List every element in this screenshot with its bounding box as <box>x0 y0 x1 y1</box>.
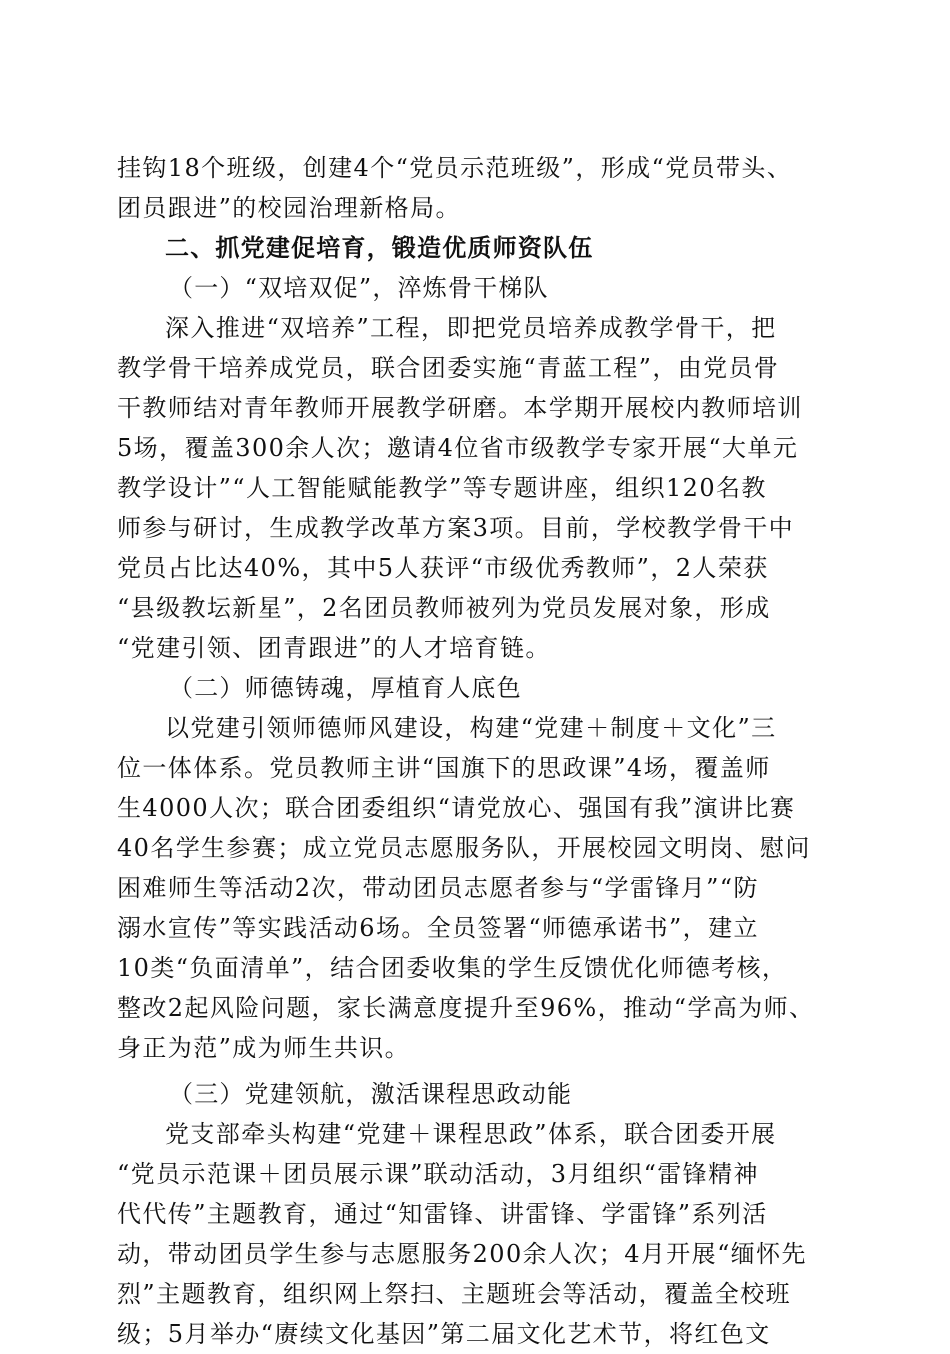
text-line: 教学骨干培养成党员，联合团委实施“青蓝工程”，由党员骨 <box>117 354 780 382</box>
text-line: 位一体体系。党员教师主讲“国旗下的思政课”4场，覆盖师 <box>117 754 771 782</box>
section-heading: 二、抓党建促培育，锻造优质师资队伍 <box>165 234 594 262</box>
text-line: 党员占比达40%，其中5人获评“市级优秀教师”，2人荣获 <box>117 554 769 582</box>
text-line: 40名学生参赛；成立党员志愿服务队，开展校园文明岗、慰问 <box>117 834 811 862</box>
text-line: 干教师结对青年教师开展教学研磨。本学期开展校内教师培训 <box>117 394 803 422</box>
text-line: 5场，覆盖300余人次；邀请4位省市级教学专家开展“大单元 <box>117 434 799 462</box>
text-line: 级；5月举办“赓续文化基因”第二届文化艺术节，将红色文 <box>117 1320 771 1348</box>
text-line: 动，带动团员学生参与志愿服务200余人次；4月开展“缅怀先 <box>117 1240 807 1268</box>
paragraph <box>117 708 837 1068</box>
paragraph <box>117 308 837 668</box>
document-body <box>117 148 837 1354</box>
text-line: 烈”主题教育，组织网上祭扫、主题班会等活动，覆盖全校班 <box>117 1280 792 1308</box>
text-line: 代代传”主题教育，通过“知雷锋、讲雷锋、学雷锋”系列活 <box>117 1200 768 1228</box>
text-line: 10类“负面清单”，结合团委收集的学生反馈优化师德考核， <box>117 954 788 982</box>
paragraph-intro <box>117 148 837 228</box>
text-line: 溺水宣传”等实践活动6场。全员签署“师德承诺书”，建立 <box>117 914 759 942</box>
text-line: “党建引领、团青跟进”的人才培育链。 <box>117 634 551 662</box>
text-line: 整改2起风险问题，家长满意度提升至96%，推动“学高为师、 <box>117 994 815 1022</box>
text-line: 教学设计”“人工智能赋能教学”等专题讲座，组织120名教 <box>117 474 767 502</box>
paragraph <box>117 1114 837 1354</box>
text-line: “党员示范课＋团员展示课”联动活动，3月组织“雷锋精神 <box>117 1160 759 1188</box>
text-line: 团员跟进”的校园治理新格局。 <box>117 194 461 222</box>
subsection-heading: （二）师德铸魂，厚植育人底色 <box>169 674 522 702</box>
text-line: 身正为范”成为师生共识。 <box>117 1034 411 1062</box>
subsection-heading: （一）“双培双促”，淬炼骨干梯队 <box>169 274 549 302</box>
text-line: “县级教坛新星”，2名团员教师被列为党员发展对象，形成 <box>117 594 771 622</box>
text-line: 以党建引领师德师风建设，构建“党建＋制度＋文化”三 <box>165 714 777 742</box>
text-line: 深入推进“双培养”工程，即把党员培养成教学骨干，把 <box>165 314 777 342</box>
text-line: 挂钩18个班级，创建4个“党员示范班级”，形成“党员带头、 <box>117 154 793 182</box>
text-line: 党支部牵头构建“党建＋课程思政”体系，联合团委开展 <box>165 1120 777 1148</box>
text-line: 师参与研讨，生成教学改革方案3项。目前，学校教学骨干中 <box>117 514 795 542</box>
subsection-heading: （三）党建领航，激活课程思政动能 <box>169 1080 573 1108</box>
text-line: 困难师生等活动2次，带动团员志愿者参与“学雷锋月”“防 <box>117 874 759 902</box>
text-line: 生4000人次；联合团委组织“请党放心、强国有我”演讲比赛 <box>117 794 796 822</box>
